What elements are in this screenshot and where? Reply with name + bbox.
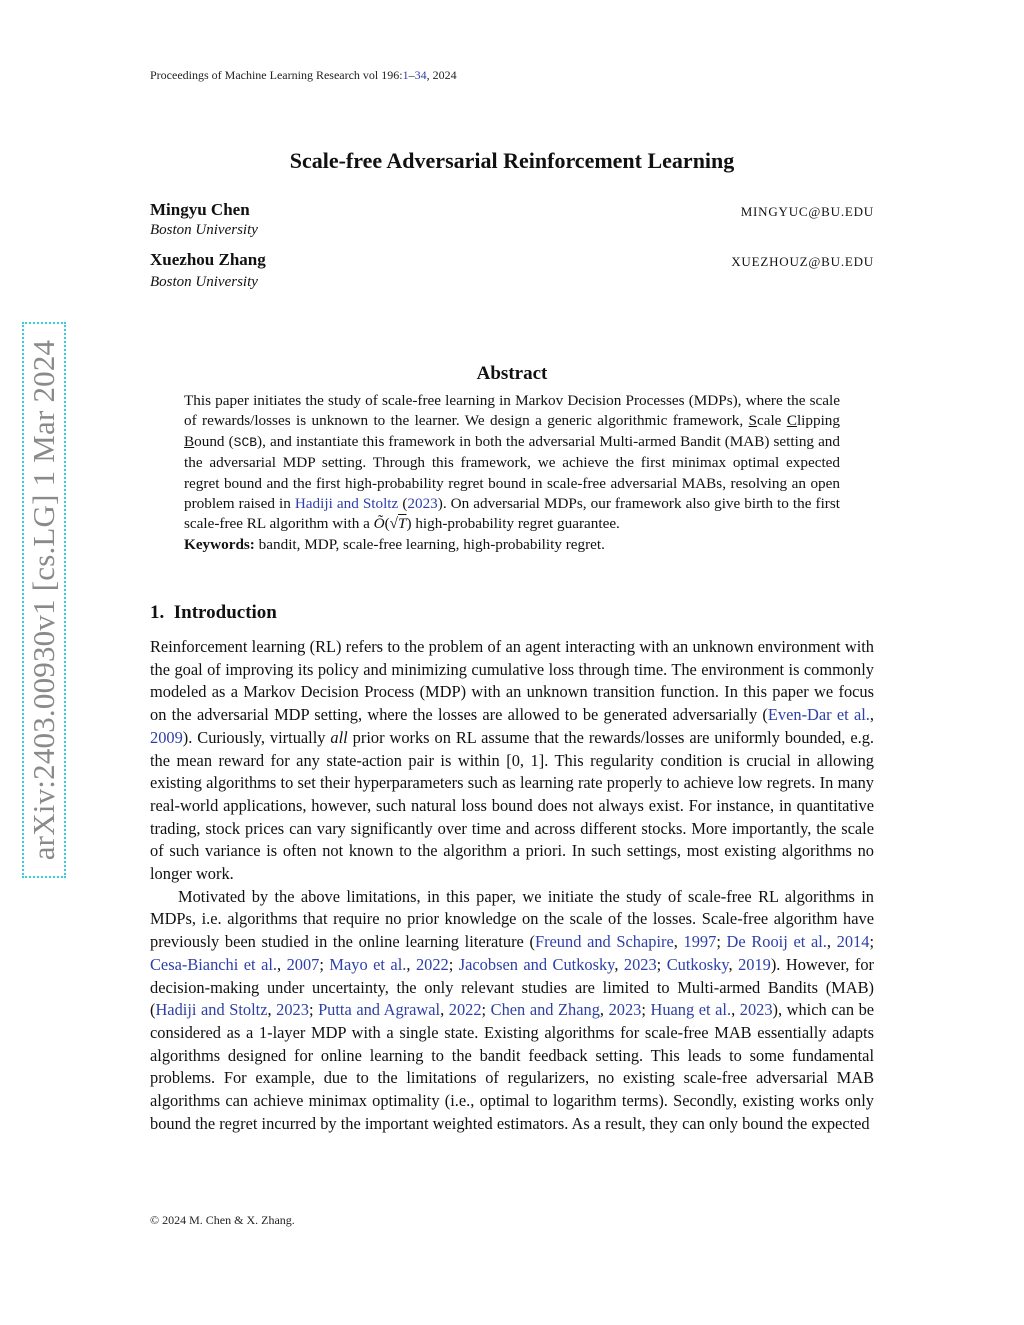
author-affiliation: Boston University (150, 274, 258, 290)
abstract-text: On adversarial MDPs, our framework also give birth to the first scale-free RL algorithm with a (184, 495, 840, 533)
separator: ; (448, 954, 459, 974)
page-end-link[interactable]: 34 (414, 68, 427, 82)
separator: ; (869, 932, 874, 952)
separator: ; (716, 932, 727, 952)
body-text: prior works on RL assume that the rewards/losses are uniformly bounded, e.g. the mean reward for any state-action pair is within (150, 727, 874, 770)
citation-year-link[interactable]: 2022 (448, 1000, 482, 1020)
citation-year-link[interactable]: 1997 (683, 932, 717, 952)
algorithm-name: SCB (233, 434, 258, 450)
body-text: Motivated by the above limitations, in this paper, we initiate the study of scale-free RL algorithms in MDPs, i.e. algorithms that require no prior knowledge on the scale of the losses. Scale-free algorithm have previously been studied in the online learning literature ( (150, 886, 874, 952)
math-symbol: (√ (384, 515, 399, 533)
abstract-text: This paper initiates the study of scale-free learning in Markov Decision Processes (MDPs), where the scale of rewards/losses is unknown to the learner. We design a generic algorithmic framework, (184, 392, 840, 430)
math-symbol: ) (406, 515, 412, 533)
proceedings-header (150, 68, 457, 83)
author-name: Xuezhou Zhang (150, 250, 266, 269)
header-suffix: , 2024 (426, 68, 457, 82)
citation-link[interactable]: Even-Dar et al. (767, 705, 870, 725)
citation-year-link[interactable]: 2014 (836, 932, 870, 952)
citation-link[interactable]: De Rooij et al. (726, 932, 827, 952)
citation-year-link[interactable]: 2019 (738, 954, 771, 974)
abstract-text: lipping (796, 412, 840, 430)
citation-link[interactable]: Putta and Agrawal (318, 1000, 441, 1020)
paragraph (150, 886, 874, 1136)
separator: , (869, 705, 874, 725)
math-symbol: Õ (373, 515, 385, 533)
acronym-letter: S (748, 412, 757, 430)
citation-link[interactable]: Freund and Schapire (534, 932, 674, 952)
section-title: Introduction (173, 602, 277, 623)
introduction-body (150, 636, 874, 1135)
body-text: . This regularity condition is crucial in allowing existing algorithms to set their hyperparameters such as learning rate properly to achieve low regrets. In many real-world applications, however, such natural loss bound does not always exist. For instance, in quantitative trading, stock prices can vary significantly over time and across different stocks. More importantly, the scale of such variance is often not known to the algorithm a priori. In such settings, most existing algorithms no longer work. (150, 750, 874, 884)
author-name: Mingyu Chen (150, 200, 250, 219)
abstract-text: ), and instantiate this framework in both the adversarial Multi-armed Bandit (MAB) setting and the adversarial MDP setting. Through this framework, we achieve the first minimax optimal expected regret bound and the first high-probability regret bound in scale-free adversarial MABs, resolving an open problem raised in (184, 432, 840, 513)
paper-title: Scale-free Adversarial Reinforcement Learning (289, 148, 735, 173)
author-affiliation: Boston University (150, 222, 258, 238)
abstract-text: cale (756, 412, 787, 430)
separator: ; (481, 1000, 491, 1020)
section-number: 1. (150, 602, 165, 623)
separator: , (673, 932, 684, 952)
acronym-letter: C (786, 412, 797, 430)
separator: , (440, 1000, 449, 1020)
author-email[interactable]: MINGYUC@BU.EDU (740, 204, 874, 219)
citation-link[interactable]: Mayo et al. (329, 954, 407, 974)
header-prefix: Proceedings of Machine Learning Research vol 196: (150, 68, 403, 82)
separator: , (728, 954, 739, 974)
separator: ; (656, 954, 667, 974)
separator: , (599, 1000, 609, 1020)
separator: , (267, 1000, 277, 1020)
body-text: ), which can be considered as a 1-layer MDP with a single state. Existing algorithms for scale-free MAB essentially adapts algorithms designed for online learning to the bandit feedback setting. This leads to some fundamental problems. For example, due to the limitations of regularizers, no existing scale-free adversarial MAB algorithms can achieve minimax optimality (i.e., optimal to logarithm terms). Secondly, existing works only bound the regret incurred by the important weighted estimators. As a result, they can only bound the expected (150, 1000, 875, 1133)
math-symbol: T (398, 515, 407, 533)
abstract-text: ound ( (194, 432, 234, 450)
body-text: Reinforcement learning (RL) refers to the problem of an agent interacting with an unknown environment with the goal of improving its policy and minimizing cumulative loss through time. The environment is commonly modeled as a Markov Decision Process (MDP) with an unknown transition function. In this paper we focus on the adversarial MDP setting, where the losses are allowed to be generated adversarially ( (150, 637, 874, 725)
body-text: ). However, for decision-making under uncertainty, the only relevant studies are limited to Multi-armed Bandits (MAB) ( (150, 954, 874, 1020)
separator: ; (308, 1000, 319, 1020)
author-email[interactable]: XUEZHOUZ@BU.EDU (731, 254, 874, 269)
citation-year-link[interactable]: 2023 (407, 495, 438, 513)
body-text: ). Curiously, virtually (182, 727, 331, 747)
citation-link[interactable]: Hadiji and Stoltz (294, 495, 399, 513)
math-interval: [0, 1] (506, 750, 545, 770)
arxiv-stamp (22, 322, 66, 878)
separator: ; (641, 1000, 651, 1020)
citation-link[interactable]: Cutkosky (666, 954, 729, 974)
citation-year-link[interactable]: 2023 (623, 954, 657, 974)
separator: , (406, 954, 416, 974)
emphasis: all (330, 727, 348, 747)
citation-year-link[interactable]: 2007 (286, 954, 320, 974)
copyright-footer: © 2024 M. Chen & X. Zhang. (150, 1213, 295, 1227)
separator: , (731, 1000, 740, 1020)
keywords-label: Keywords: (184, 535, 255, 553)
paragraph (150, 636, 874, 886)
arxiv-identifier: arXiv:2403.00930v1 [cs.LG] 1 Mar 2024 (26, 339, 61, 861)
citation-year-link[interactable]: 2023 (739, 1000, 773, 1020)
abstract-heading: Abstract (476, 363, 548, 384)
citation-link[interactable]: Jacobsen and Cutkosky (458, 954, 615, 974)
abstract-text: high-probability regret guarantee. (411, 515, 620, 533)
citation-year-link[interactable]: 2023 (276, 1000, 309, 1020)
citation-link[interactable]: Chen and Zhang (490, 1000, 600, 1020)
citation-link[interactable]: Huang et al. (650, 1000, 732, 1020)
section-heading (150, 602, 277, 624)
citation-year-link[interactable]: 2022 (415, 954, 449, 974)
keywords-text: bandit, MDP, scale-free learning, high-probability regret. (254, 535, 605, 553)
abstract-text: ( (398, 495, 408, 513)
header-dash: – (408, 68, 415, 82)
citation-link[interactable]: Cesa-Bianchi et al. (150, 954, 278, 974)
abstract-text: ). (437, 495, 447, 513)
citation-year-link[interactable]: 2009 (150, 727, 183, 747)
citation-link[interactable]: Hadiji and Stoltz (155, 1000, 268, 1020)
page-start-link[interactable]: 1 (402, 68, 409, 82)
separator: , (826, 932, 837, 952)
acronym-letter: B (184, 432, 195, 450)
separator: ; (319, 954, 330, 974)
abstract-body (184, 391, 840, 555)
separator: , (277, 954, 287, 974)
citation-year-link[interactable]: 2023 (608, 1000, 642, 1020)
separator: , (614, 954, 624, 974)
